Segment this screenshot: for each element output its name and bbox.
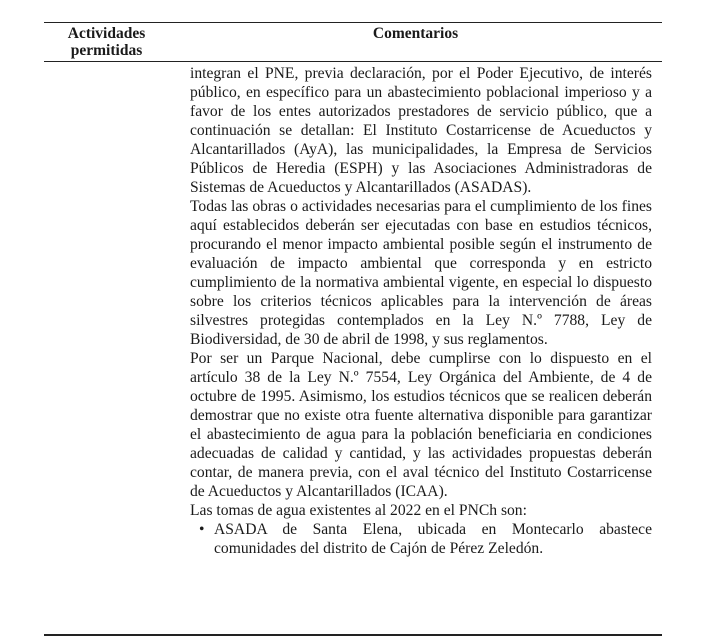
table-top-rule — [44, 22, 662, 23]
water-intakes-list — [190, 520, 652, 558]
list-item: • ASADA de Santa Elena, ubicada en Montecarlo abastece comunidades del distrito de Cajón de Pérez Zeledón. — [190, 520, 652, 558]
paragraph-national-park: Por ser un Parque Nacional, debe cumplirse con lo dispuesto en el artículo 38 de la Ley N.º 7554, Ley Orgánica del Ambiente, de 4 de octubre de 1995. Asimismo, los estudios técnicos que se realicen deberán demostrar que no existe otra fuente alternativa disponible para garantizar el abastecimiento de agua para la población beneficiaria en condiciones adecuadas de calidad y cantidad, y las actividades propuestas deberán contar, de manera previa, con el aval técnico del Instituto Costarricense de Acueductos y Alcantarillados (ICAA). — [190, 350, 652, 500]
column-header-activities: Actividades permitidas — [67, 25, 146, 59]
comments-cell — [190, 64, 652, 558]
paragraph-entities: integran el PNE, previa declaración, por el Poder Ejecutivo, de interés público, en específico para un abastecimiento poblacional imperioso y a favor de los entes autorizados prestadores de servicio público, que a continuación se detallan: El Instituto Costarricense de Acueductos y Alcantarillados (AyA), las municipalidades, la Empresa de Servicios Públicos de Heredia (ESPH) y las Asociaciones Administradoras de Sistemas de Acueductos y Alcantarillados (ASADAS). — [190, 65, 652, 196]
paragraph-technical-studies: Todas las obras o actividades necesarias para el cumplimiento de los fines aquí establecidos deberán ser ejecutadas con base en estudios técnicos, procurando el menor impacto ambiental posible según el instrumento de evaluación de impacto ambiental que corresponda y en estricto cumplimiento de la normativa ambiental vigente, en especial lo dispuesto sobre los criterios técnicos aplicables para la intervención de áreas silvestres protegidas contemplados en la Ley N.º 7788, Ley de Biodiversidad, de 30 de abril de 1998, y sus reglamentos. — [190, 198, 652, 348]
column-header-comments: Comentarios — [372, 25, 459, 42]
table-bottom-rule — [44, 634, 662, 636]
paragraph-water-intakes: Las tomas de agua existentes al 2022 en el PNCh son: — [190, 502, 527, 519]
header-bottom-rule — [44, 61, 662, 62]
